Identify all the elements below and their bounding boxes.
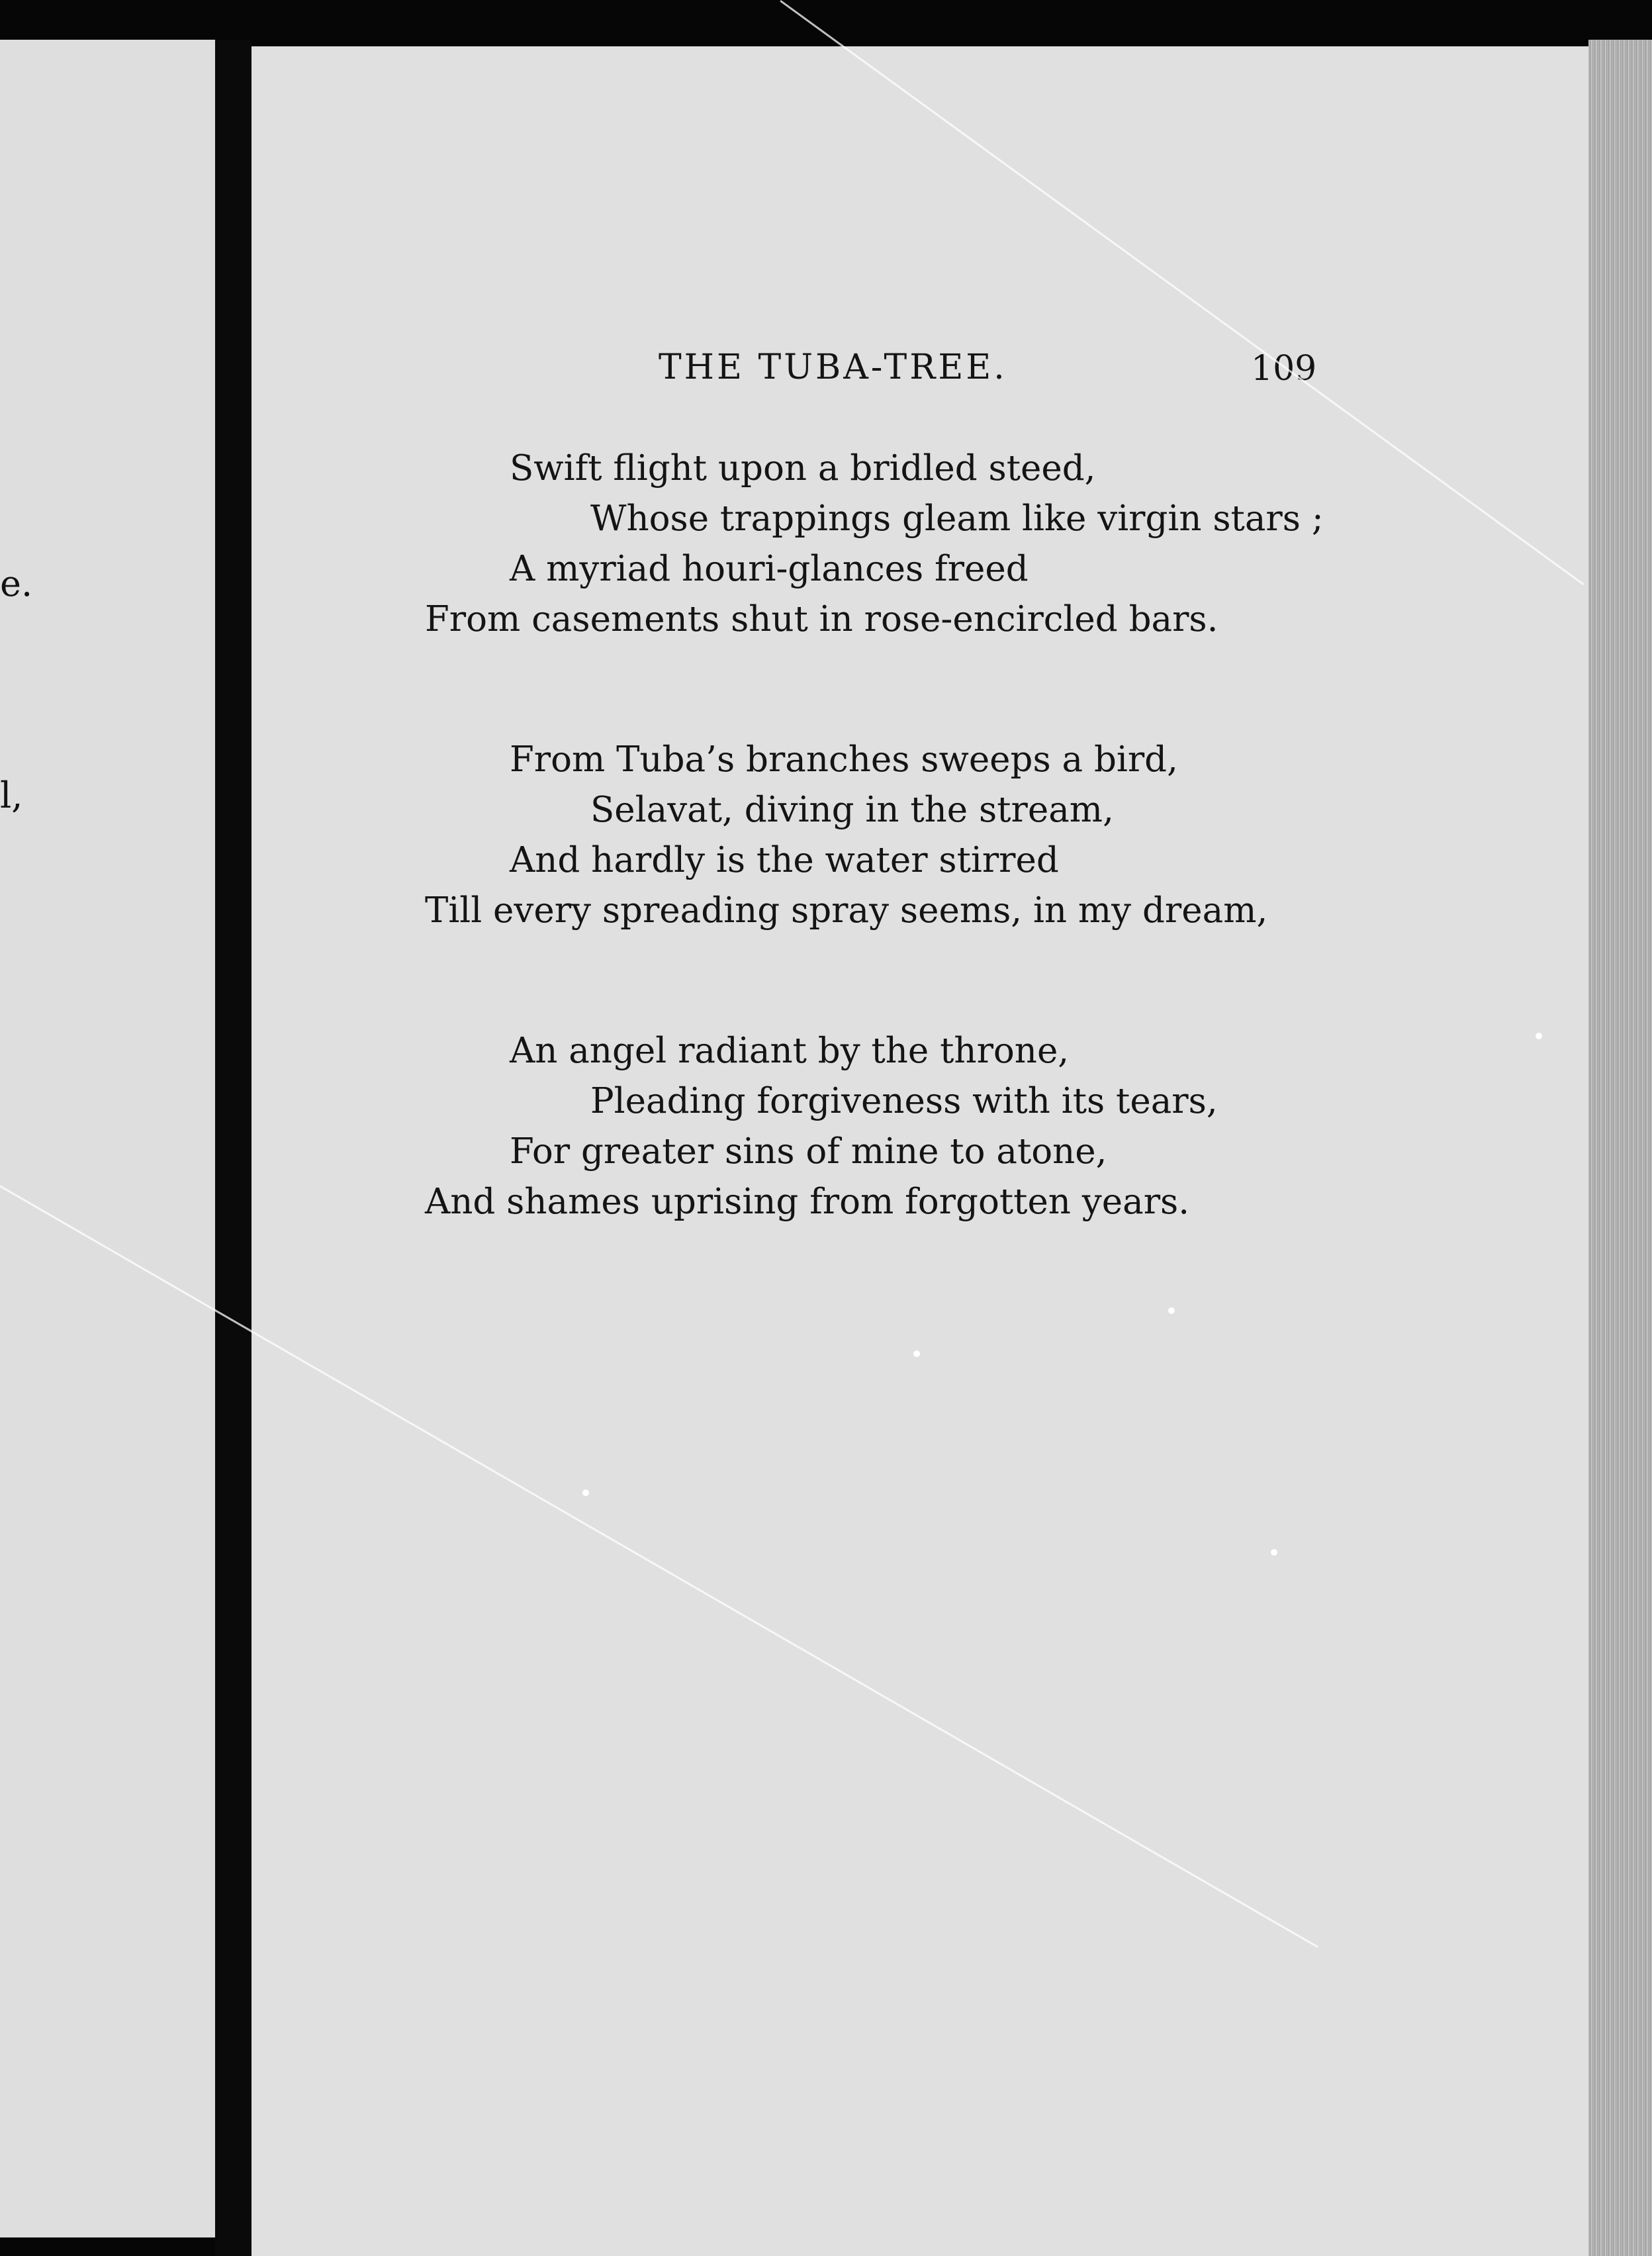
poem-line: Whose trappings gleam like virgin stars ; xyxy=(590,498,1324,539)
poem-line: From casements shut in rose-encircled bars. xyxy=(425,599,1218,639)
running-head xyxy=(252,348,1588,400)
scan-speck xyxy=(582,1489,589,1496)
poem-line: A myriad houri-glances freed xyxy=(510,549,1029,589)
poem-line: And shames uprising from forgotten years. xyxy=(425,1182,1190,1222)
scan-speck xyxy=(1168,1307,1175,1314)
poem xyxy=(425,444,1550,1317)
poem-line: Swift flight upon a bridled steed, xyxy=(510,448,1096,489)
scan-speck xyxy=(913,1350,920,1357)
stanza xyxy=(425,444,1550,645)
poem-line: And hardly is the water stirred xyxy=(510,840,1059,880)
scan-speck xyxy=(1271,1549,1277,1556)
poem-line: An angel radiant by the throne, xyxy=(510,1031,1070,1071)
poem-line: Till every spreading spray seems, in my dream, xyxy=(425,890,1268,931)
stanza xyxy=(425,1026,1550,1227)
poem-line: For greater sins of mine to atone, xyxy=(510,1131,1107,1172)
scan-speck xyxy=(1536,1033,1542,1039)
page-number: 109 xyxy=(1251,349,1317,389)
book-page xyxy=(252,46,1588,2256)
left-facing-page xyxy=(0,40,215,2237)
poem-line: Selavat, diving in the stream, xyxy=(590,790,1114,830)
poem-line: From Tuba’s branches sweeps a bird, xyxy=(510,739,1178,780)
running-title: THE TUBA-TREE. xyxy=(659,348,1007,387)
poem-line: Pleading forgiveness with its tears, xyxy=(590,1081,1218,1121)
left-page-text-fragment: l, xyxy=(0,775,23,816)
page-edges xyxy=(1588,40,1652,2256)
book-gutter xyxy=(215,40,252,2256)
stanza xyxy=(425,735,1550,936)
left-page-text-fragment: e. xyxy=(0,563,33,604)
